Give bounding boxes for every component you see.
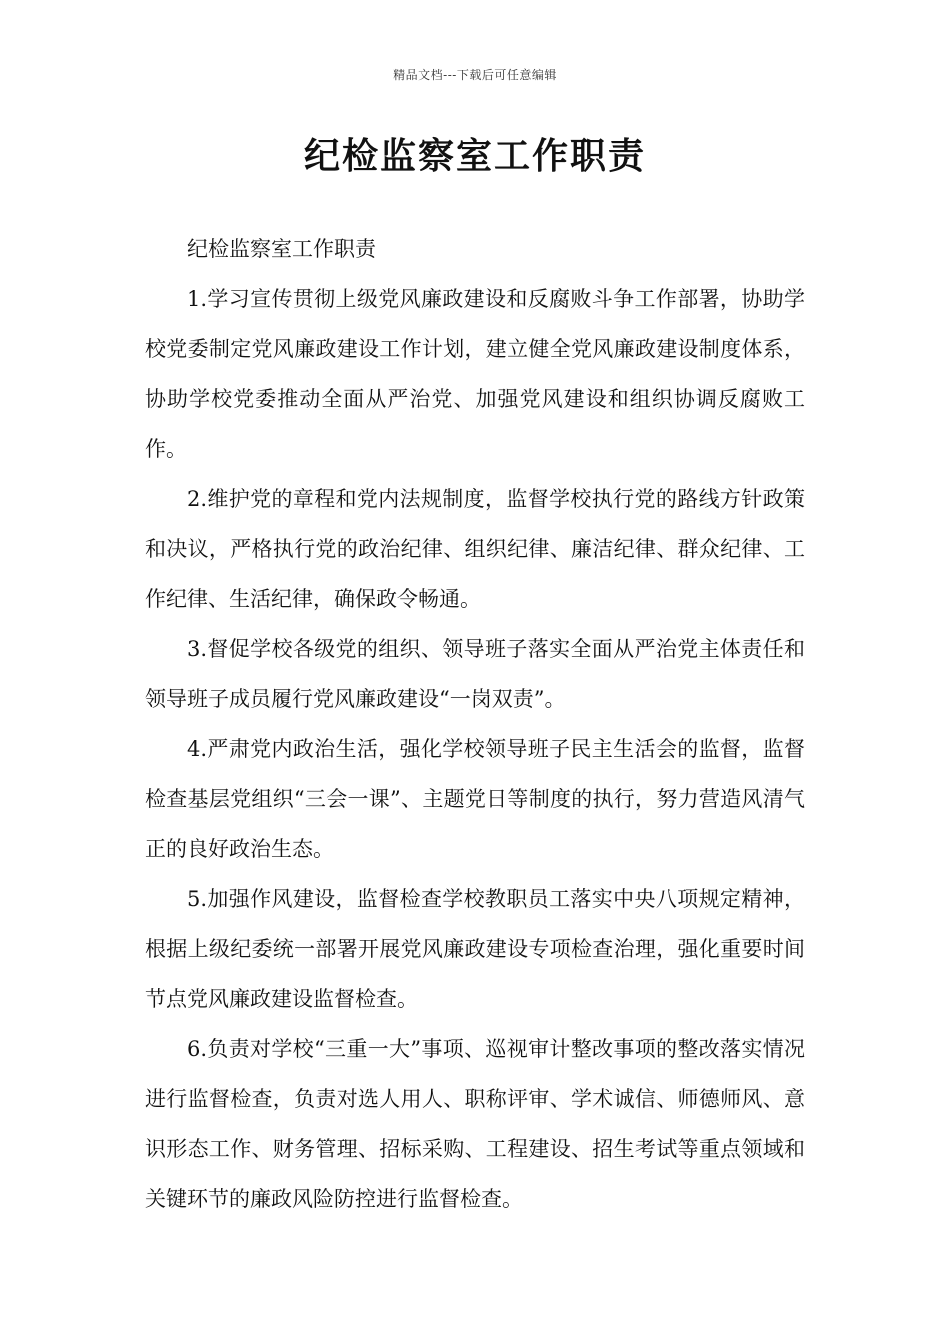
duty-item-4: 4.严肃党内政治生活，强化学校领导班子民主生活会的监督，监督检查基层党组织“三会一课”、主题党日等制度的执行，努力营造风清气正的良好政治生态。	[145, 737, 805, 861]
header-note: 精品文档---下载后可任意编辑	[393, 68, 557, 82]
document-title: 纪检监察室工作职责	[303, 136, 646, 177]
duty-item-1: 1.学习宣传贯彻上级党风廉政建设和反腐败斗争工作部署，协助学校党委制定党风廉政建设工作计划，建立健全党风廉政建设制度体系，协助学校党委推动全面从严治党、加强党风建设和组织协调反腐败工作。	[145, 287, 805, 461]
duty-item-6: 6.负责对学校“三重一大”事项、巡视审计整改事项的整改落实情况进行监督检查，负责对选人用人、职称评审、学术诚信、师德师风、意识形态工作、财务管理、招标采购、工程建设、招生考试等重点领域和关键环节的廉政风险防控进行监督检查。	[145, 1037, 805, 1211]
document-body	[145, 224, 805, 1224]
duty-item-5: 5.加强作风建设，监督检查学校教职员工落实中央八项规定精神，根据上级纪委统一部署开展党风廉政建设专项检查治理，强化重要时间节点党风廉政建设监督检查。	[145, 887, 805, 1011]
duty-item-3: 3.督促学校各级党的组织、领导班子落实全面从严治党主体责任和领导班子成员履行党风廉政建设“一岗双责”。	[145, 637, 805, 711]
intro-paragraph: 纪检监察室工作职责	[187, 237, 376, 261]
duty-item-2: 2.维护党的章程和党内法规制度，监督学校执行党的路线方针政策和决议，严格执行党的政治纪律、组织纪律、廉洁纪律、群众纪律、工作纪律、生活纪律，确保政令畅通。	[145, 487, 805, 611]
